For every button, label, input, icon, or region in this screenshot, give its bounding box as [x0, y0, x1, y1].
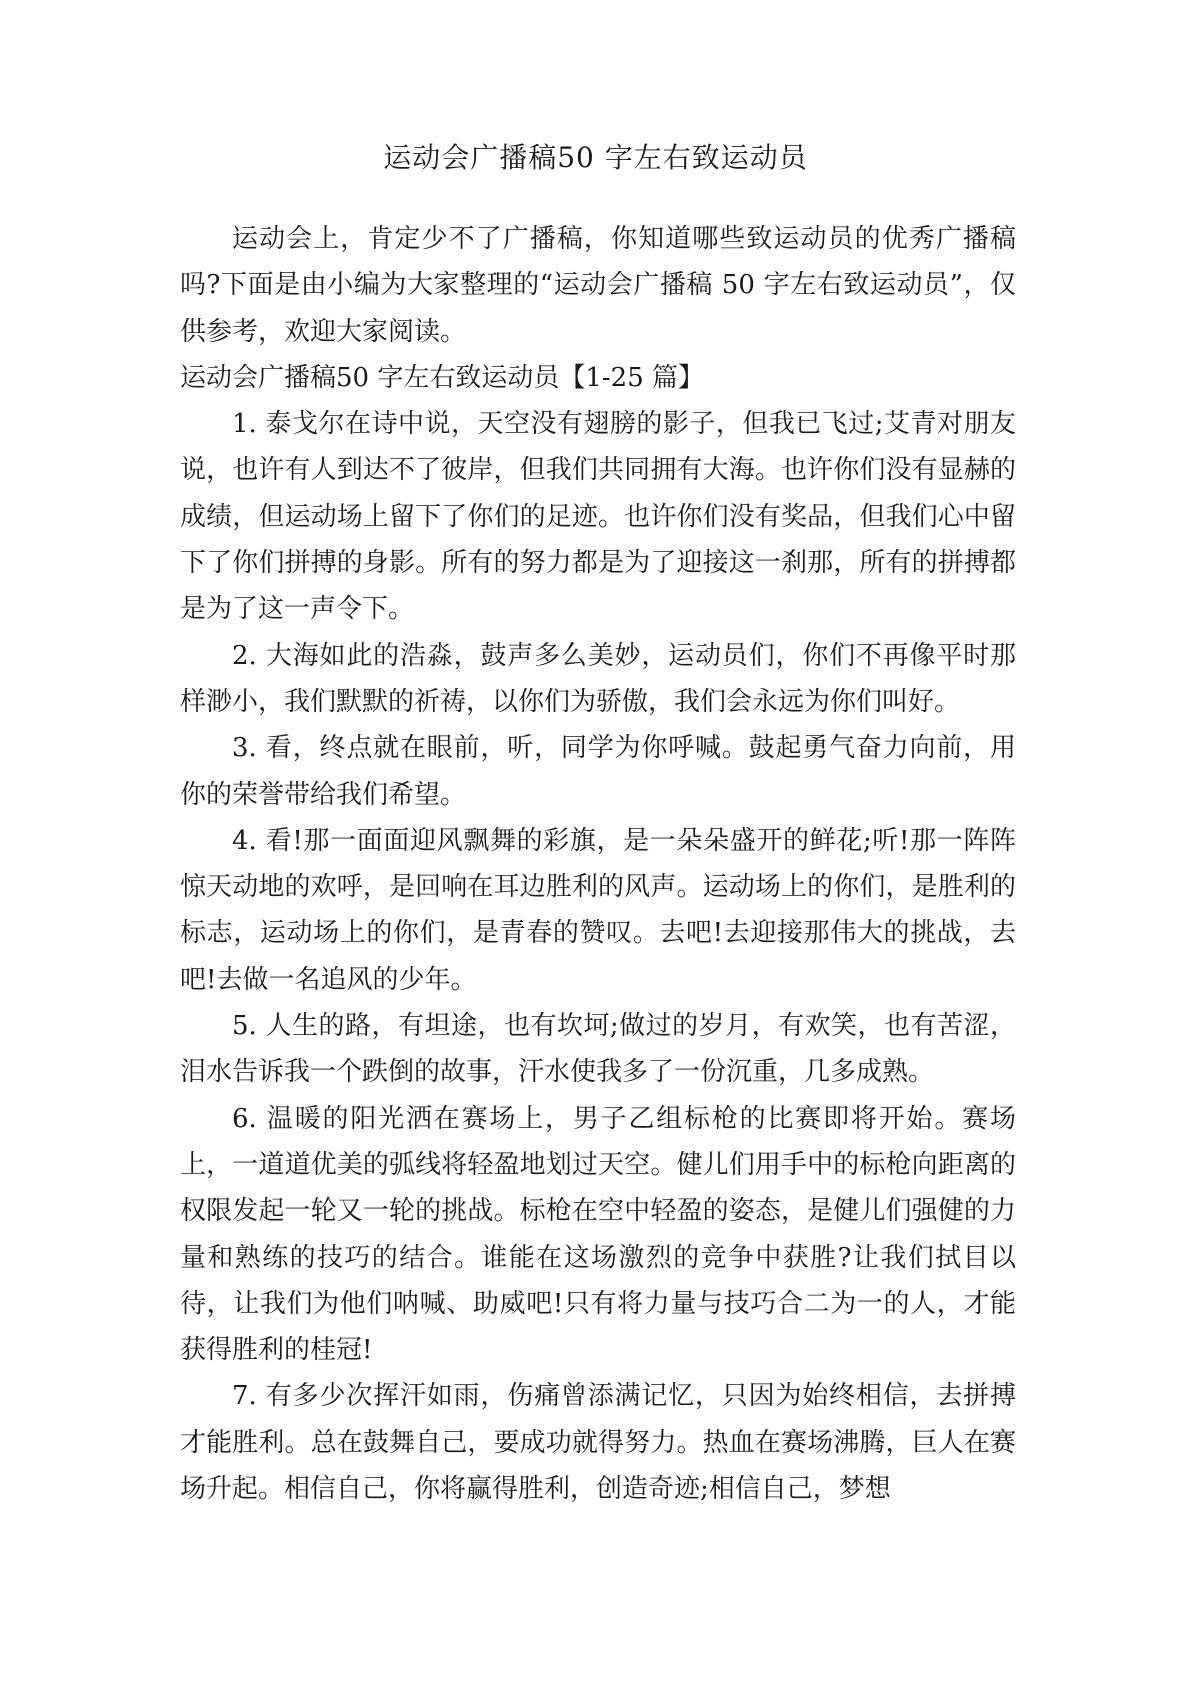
document-title: 运动会广播稿50 字左右致运动员: [383, 141, 808, 174]
item-paragraph: 1. 泰戈尔在诗中说，天空没有翅膀的影子，但我已飞过;艾青对朋友说，也许有人到达不了彼岸，但我们共同拥有大海。也许你们没有显赫的成绩，但运动场上留下了你们的足迹。也许你们没有奖品，但我们心中留下了你们拼搏的身影。所有的努力都是为了迎接这一刹那，所有的拼搏都是为了这一声令下。: [180, 409, 1016, 625]
intro-paragraph: 运动会上，肯定少不了广播稿，你知道哪些致运动员的优秀广播稿吗?下面是由小编为大家整理的“运动会广播稿 50 字左右致运动员”，仅供参考，欢迎大家阅读。: [180, 224, 1016, 347]
document-body: [180, 216, 1016, 1512]
section-heading: 运动会广播稿50 字左右致运动员【1-25 篇】: [180, 362, 705, 393]
item-paragraph: 4. 看!那一面面迎风飘舞的彩旗，是一朵朵盛开的鲜花;听!那一阵阵惊天动地的欢呼，是回响在耳边胜利的风声。运动场上的你们，是胜利的标志，运动场上的你们，是青春的赞叹。去吧!去迎接那伟大的挑战，去吧!去做一名追风的少年。: [180, 825, 1016, 995]
item-paragraph: 3. 看，终点就在眼前，听，同学为你呼喊。鼓起勇气奋力向前，用你的荣誉带给我们希望。: [180, 733, 1016, 810]
item-paragraph: 7. 有多少次挥汗如雨，伤痛曾添满记忆，只因为始终相信，去拼搏才能胜利。总在鼓舞自己，要成功就得努力。热血在赛场沸腾，巨人在赛场升起。相信自己，你将赢得胜利，创造奇迹;相信自己，梦想: [180, 1381, 1016, 1505]
item-paragraph: 6. 温暖的阳光洒在赛场上，男子乙组标枪的比赛即将开始。赛场上，一道道优美的弧线将轻盈地划过天空。健儿们用手中的标枪向距离的权限发起一轮又一轮的挑战。标枪在空中轻盈的姿态，是健儿们强健的力量和熟练的技巧的结合。谁能在这场激烈的竞争中获胜?让我们拭目以待，让我们为他们呐喊、助威吧!只有将力量与技巧合二为一的人，才能获得胜利的桂冠!: [180, 1103, 1016, 1366]
item-paragraph: 2. 大海如此的浩淼，鼓声多么美妙，运动员们，你们不再像平时那样渺小，我们默默的祈祷，以你们为骄傲，我们会永远为你们叫好。: [180, 640, 1016, 717]
item-paragraph: 5. 人生的路，有坦途，也有坎坷;做过的岁月，有欢笑，也有苦涩，泪水告诉我一个跌倒的故事，汗水使我多了一份沉重，几多成熟。: [180, 1011, 1016, 1088]
